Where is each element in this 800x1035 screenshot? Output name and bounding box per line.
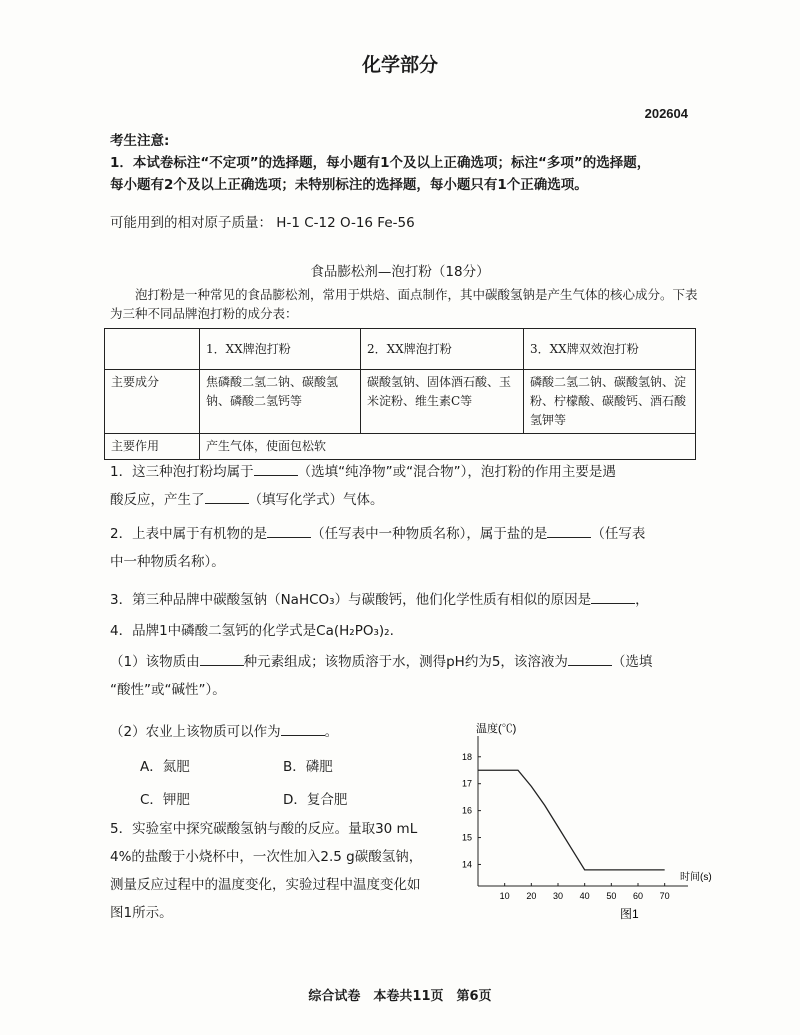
temperature-series-line	[478, 770, 665, 870]
question-4: 4．品牌1中磷酸二氢钙的化学式是Ca(H₂PO₃)₂.	[110, 623, 394, 639]
x-axis-label: 时间(s)	[680, 872, 712, 883]
q1-text: 1．这三种泡打粉均属于	[110, 464, 254, 480]
y-tick-label: 18	[461, 751, 472, 762]
page-title: 化学部分	[361, 54, 438, 76]
y-axis-label: 温度(℃)	[476, 723, 517, 735]
question-4-2	[110, 718, 440, 746]
notice-line-2: 每小题有2个及以上正确选项；未特别标注的选择题，每小题只有1个正确选项。	[110, 177, 588, 193]
ingredients-table	[104, 328, 696, 460]
q2-text: （任写表中一种物质名称），属于盐的是	[311, 526, 548, 542]
table-header-cell: 2．XX牌泡打粉	[361, 329, 524, 370]
y-tick-label: 14	[461, 859, 472, 870]
q4-2-text: 。	[324, 724, 339, 740]
answer-blank[interactable]	[267, 523, 311, 538]
notice-line-1: 1．本试卷标注“不定项”的选择题，每小题有1个及以上正确选项；标注“多项”的选择题，	[110, 155, 651, 171]
table-cell: 焦磷酸二氢二钠、碳酸氢钠、磷酸二氢钙等	[200, 370, 361, 434]
page-footer: 综合试卷 本卷共11页 第6页	[308, 989, 492, 1004]
q3-text: 3．第三种品牌中碳酸氢钠（NaHCO₃）与碳酸钙，他们化学性质有相似的原因是	[110, 592, 592, 608]
q5-text: 测量反应过程中的温度变化，实验过程中温度变化如	[110, 877, 421, 893]
x-tick-label: 40	[579, 891, 590, 901]
table-cell: 磷酸二氢二钠、碳酸氢钠、淀粉、柠檬酸、碳酸钙、酒石酸氢钾等	[524, 370, 696, 434]
q4-1-text: （选填	[611, 654, 653, 670]
q1-text: （选填“纯净物”或“混合物”），泡打粉的作用主要是遇	[297, 464, 616, 480]
section-title: 食品膨松剂—泡打粉（18分）	[310, 264, 490, 280]
x-tick-label: 30	[552, 891, 564, 901]
table-row-label: 主要成分	[105, 370, 200, 434]
x-tick-label: 60	[632, 891, 644, 901]
x-tick-label: 50	[606, 891, 617, 901]
q3-text: ，	[635, 592, 649, 608]
table-cell: 产生气体，使面包松软	[200, 434, 696, 460]
q4-1-text: （1）该物质由	[110, 654, 200, 670]
figure-caption: 图1	[620, 907, 639, 921]
option-c[interactable]: C．钾肥	[140, 792, 190, 808]
y-tick-label: 15	[461, 832, 472, 843]
question-1	[110, 458, 710, 514]
temperature-chart	[440, 718, 715, 933]
x-tick-label: 20	[526, 891, 537, 901]
option-a[interactable]: A．氮肥	[140, 759, 190, 775]
q1-text: 酸反应，产生了	[110, 492, 205, 508]
answer-blank[interactable]	[254, 461, 298, 476]
y-tick-label: 16	[461, 805, 472, 816]
q5-text: 4%的盐酸于小烧杯中，一次性加入2.5 g碳酸氢钠，	[110, 849, 423, 865]
table-header-cell: 3．XX牌双效泡打粉	[524, 329, 696, 370]
option-d[interactable]: D．复合肥	[283, 792, 348, 808]
answer-blank[interactable]	[200, 651, 244, 666]
answer-blank[interactable]	[205, 489, 249, 504]
answer-blank[interactable]	[591, 589, 635, 604]
table-header-cell	[105, 329, 200, 370]
q4-1-text: 种元素组成；该物质溶于水，测得pH约为5，该溶液为	[243, 654, 568, 670]
question-2	[110, 520, 710, 576]
answer-blank[interactable]	[568, 651, 612, 666]
answer-blank[interactable]	[547, 523, 591, 538]
notice-block	[110, 130, 700, 200]
intro-paragraph: 泡打粉是一种常见的食品膨松剂，常用于烘焙、面点制作，其中碳酸氢钠是产生气体的核心成分。下表为三种不同品牌泡打粉的成分表：	[110, 287, 698, 321]
table-cell: 碳酸氢钠、固体酒石酸、玉米淀粉、维生素C等	[361, 370, 524, 434]
q5-text: 5．实验室中探究碳酸氢钠与酸的反应。量取30 mL	[110, 821, 418, 837]
q2-text: 2．上表中属于有机物的是	[110, 526, 268, 542]
q1-text: （填写化学式）气体。	[248, 492, 384, 508]
exam-code: 202604	[644, 106, 688, 121]
table-row	[105, 370, 696, 434]
q5-text: 图1所示。	[110, 905, 173, 921]
q2-text: 中一种物质名称）。	[110, 554, 225, 570]
q2-text: （任写表	[591, 526, 646, 542]
answer-blank[interactable]	[281, 721, 325, 736]
x-tick-label: 70	[659, 891, 670, 901]
question-5	[110, 815, 455, 927]
question-3	[110, 586, 710, 614]
atomic-masses: 可能用到的相对原子质量： H-1 C-12 O-16 Fe-56	[110, 215, 415, 231]
x-tick-label: 10	[499, 891, 510, 901]
table-header-row	[105, 329, 696, 370]
table-row	[105, 434, 696, 460]
q4-2-text: （2）农业上该物质可以作为	[110, 724, 281, 740]
y-tick-label: 17	[461, 778, 472, 789]
q4-1-text: “酸性”或“碱性”）。	[110, 682, 226, 698]
option-b[interactable]: B．磷肥	[283, 759, 333, 775]
notice-heading: 考生注意:	[110, 133, 170, 149]
table-row-label: 主要作用	[105, 434, 200, 460]
question-4-1	[110, 648, 710, 704]
table-header-cell: 1．XX牌泡打粉	[200, 329, 361, 370]
